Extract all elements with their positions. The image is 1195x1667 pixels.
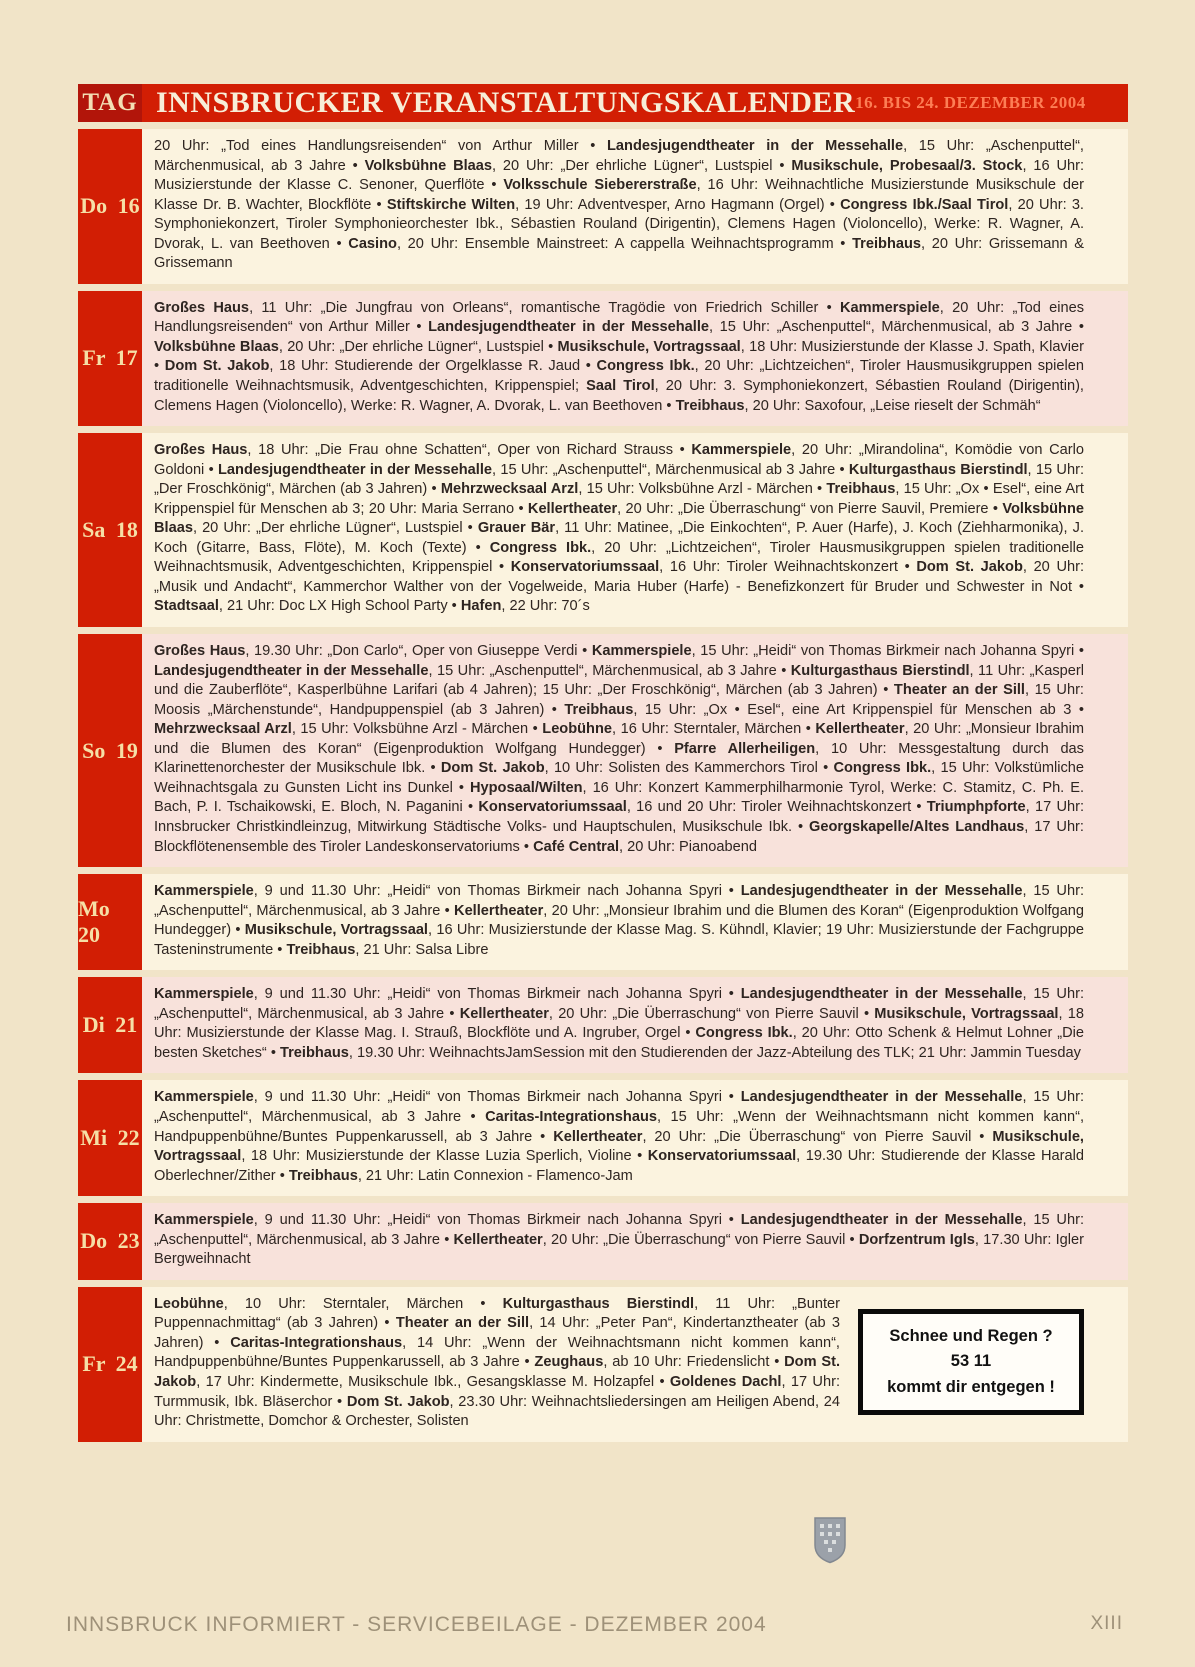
venue-name: Goldenes Dachl <box>669 1373 782 1390</box>
venue-name: Kammerspiele <box>691 442 792 459</box>
venue-name: Grauer Bär <box>477 520 556 537</box>
event-detail: , 18 Uhr: Musizierstunde der Klasse Luzia Sperlich, Violine • <box>241 1148 648 1165</box>
day-row-mi-22 <box>78 1080 1128 1196</box>
venue-name: Kammerspiele <box>154 883 254 900</box>
venue-name: Großes Haus <box>154 299 250 316</box>
venue-name: Kellertheater <box>815 721 905 738</box>
event-detail: , 17 Uhr: Blockflötenensemble des Tiroler Landeskonservatoriums • <box>154 818 1084 855</box>
day-label: So 19 <box>78 634 142 867</box>
venue-name: Stadtsaal <box>154 598 219 615</box>
event-detail: , 15 Uhr: Volkstümliche Weihnachtsgala zu Gunsten Licht ins Dunkel • <box>154 760 1084 796</box>
event-detail: , 18 Uhr: „Die Frau ohne Schatten“, Oper von Richard Strauss • <box>247 442 692 459</box>
event-detail: , 20 Uhr: Otto Schenk & Helmut Lohner „Die besten Sketches“ • <box>154 1025 1084 1061</box>
event-detail: , 20 Uhr: Pianoabend <box>619 838 757 855</box>
venue-name: Dom St. Jakob <box>916 559 1023 576</box>
venue-name: Congress Ibk./Saal Tirol <box>840 196 1009 213</box>
event-detail: , 11 Uhr: „Kasperl und die Zauberflöte“, Kasperlbühne Larifari (ab 4 Jahren); 15 Uhr: „Der Froschkönig“, Märchen (ab 3 Jahren) • <box>154 662 1084 699</box>
venue-name: Landesjugendtheater in der Messehalle <box>218 461 493 478</box>
footer-caption: INNSBRUCK INFORMIERT - SERVICEBEILAGE - DEZEMBER 2004 <box>66 1613 767 1636</box>
venue-name: Dom St. Jakob <box>154 1354 840 1390</box>
venue-name: Konservatoriumssaal <box>510 559 660 576</box>
event-detail: , 15 Uhr: „Aschenputtel“, Märchenmusical, ab 3 Jahre • <box>428 662 791 679</box>
event-detail: , 9 und 11.30 Uhr: „Heidi“ von Thomas Birkmeir nach Johanna Spyri • <box>253 986 741 1003</box>
venue-name: Musikschule, Vortragssaal <box>154 1128 1084 1165</box>
snow-info-line: kommt dir entgegen ! <box>887 1377 1055 1396</box>
venue-name: Musikschule, Vortragssaal <box>557 338 741 355</box>
snow-info-line: 53 11 <box>950 1352 992 1371</box>
event-detail: , 23.30 Uhr: Weihnachtsliedersingen am Heiligen Abend, 24 Uhr: Christmette, Domchor & Orchester, Solisten <box>154 1393 840 1430</box>
day-label: Di 21 <box>78 977 142 1073</box>
day-events-text <box>142 291 1128 426</box>
event-detail: , 20 Uhr: „Die Überraschung“ von Pierre Sauvil • <box>542 1231 859 1248</box>
day-row-do-16 <box>78 129 1128 284</box>
venue-name: Triumphpforte <box>926 799 1026 816</box>
day-row-di-21 <box>78 977 1128 1073</box>
event-detail: , 10 Uhr: Messgestaltung durch das Klarinettenorchester der Musikschule Ibk. • <box>154 740 1084 777</box>
event-detail: , 9 und 11.30 Uhr: „Heidi“ von Thomas Birkmeir nach Johanna Spyri • <box>253 1089 741 1106</box>
day-row-fr-24 <box>78 1287 1128 1442</box>
venue-name: Landesjugendtheater in der Messehalle <box>740 1089 1023 1106</box>
event-detail: , 19.30 Uhr: WeihnachtsJamSession mit den Studierenden der Jazz-Abteilung des TLK; 21 Uhr: Jammin Tuesday <box>348 1044 1081 1061</box>
venue-name: Hyposaal/Wilten <box>469 779 583 796</box>
event-detail: , 15 Uhr: „Aschenputtel“, Märchenmusical, ab 3 Jahre • <box>154 883 1085 919</box>
day-label: Fr 17 <box>78 291 142 426</box>
event-detail: , 15 Uhr: Volksbühne Arzl - Märchen • <box>578 481 827 498</box>
venue-name: Treibhaus <box>675 397 745 414</box>
event-detail: , 18 Uhr: Studierende der Orgelklasse R. Jaud • <box>269 358 597 375</box>
event-detail: 20 Uhr: „Tod eines Handlungsreisenden“ von Arthur Miller • <box>154 138 607 154</box>
venue-name: Zeughaus <box>534 1354 604 1371</box>
venue-name: Kellertheater <box>459 1005 549 1022</box>
venue-name: Leobühne <box>542 721 613 738</box>
event-detail: , 20 Uhr: „Musik und Andacht“, Kammerchor Walther von der Vogelweide, Maria Huber (Harfe) - Benefizkonzert für Bruder und Schwester in Not • <box>154 559 1085 595</box>
day-row-so-19 <box>78 634 1128 867</box>
day-label: Do 16 <box>78 129 142 284</box>
event-detail: , 20 Uhr: Grissemann & Grissemann <box>154 235 1084 272</box>
event-detail: , 15 Uhr: „Wenn der Weihnachtsmann nicht kommen kann“, Handpuppenbühne/Buntes Puppenkarussell, ab 3 Jahre • <box>154 1108 1084 1145</box>
event-detail: , 20 Uhr: Ensemble Mainstreet: A cappella Weihnachtsprogramm • <box>396 235 853 252</box>
day-label: Mo 20 <box>78 874 142 970</box>
day-events-text <box>142 129 1128 284</box>
event-detail: , 17 Uhr: Kindermette, Musikschule Ibk., Gesangsklasse M. Holzapfel • <box>196 1373 670 1390</box>
day-events-text <box>142 433 1128 627</box>
event-detail: , 15 Uhr: „Aschenputtel“, Märchenmusical ab 3 Jahre • <box>492 461 849 478</box>
event-detail: , 10 Uhr: Sterntaler, Märchen • <box>223 1295 503 1312</box>
venue-name: Dom St. Jakob <box>440 760 545 777</box>
event-detail: , 11 Uhr: Matinee, „Die Einkochten“, P. Auer (Harfe), J. Koch (Ziehharmonika), J. Koch (Gitarre, Bass, Flöte), M. Koch (Texte) • <box>154 520 1085 556</box>
venue-name: Volksbühne Blaas <box>154 338 279 355</box>
venue-name: Leobühne <box>154 1295 224 1312</box>
event-detail: , 20 Uhr: 3. Symphoniekonzert, Tiroler Symphonieorchester Ibk., Sébastien Rouland (Dirigentin), Clemens Hagen (Violoncello), Werke: R. Wagner, A. Dvorak, L. van Beethoven • <box>154 196 1084 252</box>
venue-name: Kammerspiele <box>840 299 940 316</box>
day-events-text <box>142 977 1128 1073</box>
snow-info-box <box>858 1309 1084 1416</box>
event-detail: , 20 Uhr: „Der ehrliche Lügner“, Lustspiel • <box>192 520 478 537</box>
event-detail: , 17.30 Uhr: Igler Bergweihnacht <box>154 1231 1084 1268</box>
event-detail: , 18 Uhr: Musizierstunde der Klasse J. Spath, Klavier • <box>154 338 1085 375</box>
event-detail: , 17 Uhr: Innsbrucker Christkindleinzug, Mitwirkung Städtische Volks- und Hauptschulen, Musikschule Ibk. • <box>154 799 1085 835</box>
event-detail: , 9 und 11.30 Uhr: „Heidi“ von Thomas Birkmeir nach Johanna Spyri • <box>253 1212 741 1229</box>
date-range: 16. BIS 24. DEZEMBER 2004 <box>855 93 1086 112</box>
venue-name: Kulturgasthaus Bierstindl <box>790 662 970 679</box>
venue-name: Landesjugendtheater in der Messehalle <box>740 986 1023 1003</box>
venue-name: Treibhaus <box>852 235 922 252</box>
venue-name: Kellertheater <box>527 500 618 517</box>
venue-name: Treibhaus <box>564 701 634 718</box>
venue-name: Treibhaus <box>286 941 356 958</box>
day-label: Mi 22 <box>78 1080 142 1196</box>
event-detail: , ab 10 Uhr: Friedenslicht • <box>603 1354 785 1371</box>
venue-name: Volksbühne Blaas <box>364 157 493 174</box>
event-detail: , 14 Uhr: „Peter Pan“, Kindertanztheater (ab 3 Jahren) • <box>154 1315 840 1351</box>
day-row-fr-17 <box>78 291 1128 426</box>
venue-name: Landesjugendtheater in der Messehalle <box>154 662 429 679</box>
venue-name: Konservatoriumssaal <box>478 799 627 816</box>
venue-name: Kulturgasthaus Bierstindl <box>848 461 1028 478</box>
page-title: INNSBRUCKER VERANSTALTUNGSKALENDER <box>156 86 856 119</box>
event-detail: , 15 Uhr: „Aschenputtel“, Märchenmusical, ab 3 Jahre • <box>154 138 1084 174</box>
event-detail: , 20 Uhr: „Lichtzeichen“, Tiroler Hausmusikgruppen spielen traditionelle Weihnachtsmusik, Adventgeschichten, Krippenspiel; <box>154 358 1084 395</box>
event-detail: , 19 Uhr: Adventvesper, Arno Hagmann (Orgel) • <box>515 196 841 213</box>
event-detail: , 18 Uhr: Musizierstunde der Klasse Mag. I. Strauß, Blockflöte und A. Ingruber, Orgel • <box>154 1005 1084 1042</box>
venue-name: Theater an der Sill <box>893 682 1025 699</box>
event-detail: , 20 Uhr: „Lichtzeichen“, Tiroler Hausmusikgruppen spielen traditionelle Weihnachtsmusik, Adventgeschichten, Krippenspiel • <box>154 539 1084 576</box>
venue-name: Hafen <box>460 598 502 615</box>
event-detail: , 21 Uhr: Latin Connexion - Flamenco-Jam <box>357 1167 633 1184</box>
innsbruck-coat-of-arms-icon <box>812 1516 848 1564</box>
venue-name: Großes Haus <box>154 442 248 459</box>
calendar-rows <box>78 129 1128 1442</box>
event-detail: , 10 Uhr: Solisten des Kammerchors Tirol • <box>544 760 834 777</box>
day-events-text <box>142 1080 1128 1196</box>
venue-name: Treibhaus <box>279 1044 349 1061</box>
venue-name: Konservatoriumssaal <box>647 1148 797 1165</box>
event-detail: , 20 Uhr: „Die Überraschung“ von Pierre Sauvil • <box>642 1128 993 1145</box>
venue-name: Landesjugendtheater in der Messehalle <box>428 319 710 336</box>
venue-name: Großes Haus <box>154 643 246 660</box>
venue-name: Landesjugendtheater in der Messehalle <box>740 1212 1023 1229</box>
venue-name: Mehrzwecksaal Arzl <box>440 481 579 498</box>
venue-name: Volksschule Siebererstraße <box>503 177 697 194</box>
event-detail: , 20 Uhr: „Die Überraschung“ von Pierre Sauvil, Premiere • <box>617 500 1003 517</box>
day-events-text <box>142 634 1128 867</box>
calendar-header <box>78 84 1128 122</box>
day-row-sa-18 <box>78 433 1128 627</box>
event-detail: , 16 Uhr: Weihnachtliche Musizierstunde Musikschule der Klasse Dr. B. Wachter, Blockflöte • <box>154 177 1084 213</box>
event-detail: , 20 Uhr: „Der ehrliche Lügner“, Lustspiel • <box>278 338 558 355</box>
event-detail: , 15 Uhr: „Aschenputtel“, Märchenmusical, ab 3 Jahre • <box>709 319 1084 336</box>
event-detail: , 15 Uhr: „Ox • Esel“, eine Art Krippenspiel für Menschen ab 3; 20 Uhr: Maria Serrano • <box>154 481 1084 517</box>
event-detail: , 15 Uhr: „Aschenputtel“, Märchenmusical, ab 3 Jahre • <box>154 986 1085 1022</box>
day-row-do-23 <box>78 1203 1128 1280</box>
event-detail: , 20 Uhr: 3. Symphoniekonzert, Sébastien Rouland (Dirigentin), Clemens Hagen (Violoncello), Werke: R. Wagner, A. Dvorak, L. van Beethoven • <box>154 378 1084 414</box>
venue-name: Theater an der Sill <box>395 1315 530 1332</box>
event-detail: , 15 Uhr: „Aschenputtel“, Märchenmusical, ab 3 Jahre • <box>154 1212 1085 1248</box>
event-detail: , 15 Uhr: „Heidi“ von Thomas Birkmeir nach Johanna Spyri • <box>691 643 1084 660</box>
event-detail: , 16 Uhr: Konzert Kammerphilharmonie Tyrol, Werke: C. Stamitz, C. Ph. E. Bach, P. I. Tschaikowski, E. Bloch, N. Paganini • <box>154 779 1084 816</box>
event-detail: , 21 Uhr: Salsa Libre <box>355 941 489 958</box>
venue-name: Kulturgasthaus Bierstindl <box>502 1295 695 1312</box>
event-detail: , 16 Uhr: Musizierstunde der Klasse C. Senoner, Querflöte • <box>154 157 1085 194</box>
event-detail: , 15 Uhr: „Ox • Esel“, eine Art Krippenspiel für Menschen ab 3 • <box>633 701 1084 718</box>
event-detail: , 11 Uhr: „Die Jungfrau von Orleans“, romantische Tragödie von Friedrich Schiller • <box>249 299 840 316</box>
event-detail: , 19.30 Uhr: „Don Carlo“, Oper von Giuseppe Verdi • <box>245 643 592 660</box>
venue-name: Congress Ibk. <box>833 760 932 777</box>
event-detail: , 17 Uhr: Turmmusik, Ibk. Bläserchor • <box>154 1373 841 1410</box>
day-row-mo-20 <box>78 874 1128 970</box>
venue-name: Casino <box>348 235 397 252</box>
event-detail: , 21 Uhr: Doc LX High School Party • <box>218 598 461 615</box>
day-label: Fr 24 <box>78 1287 142 1442</box>
event-detail: , 9 und 11.30 Uhr: „Heidi“ von Thomas Birkmeir nach Johanna Spyri • <box>253 883 741 900</box>
event-detail: , 20 Uhr: „Die Überraschung“ von Pierre Sauvil • <box>548 1005 875 1022</box>
venue-name: Café Central <box>533 838 620 855</box>
event-detail: , 16 und 20 Uhr: Tiroler Weihnachtskonzert • <box>626 799 927 816</box>
venue-name: Landesjugendtheater in der Messehalle <box>740 883 1023 900</box>
venue-name: Treibhaus <box>826 481 896 498</box>
venue-name: Stiftskirche Wilten <box>386 196 516 213</box>
event-detail: , 19.30 Uhr: Studierende der Klasse Harald Oberlechner/Zither • <box>154 1148 1084 1184</box>
event-detail: , 20 Uhr: „Mirandolina“, Komödie von Carlo Goldoni • <box>154 442 1084 478</box>
day-events-text <box>142 874 1128 970</box>
event-detail: , 20 Uhr: „Monsieur Ibrahim und die Blumen des Koran“ (Eigenproduktion Wolfgang Hundegger) • <box>154 902 1084 939</box>
event-detail: , 16 Uhr: Musizierstunde der Klasse Mag. S. Kühndl, Klavier; 19 Uhr: Musizierstunde der Fachgruppe Tasteninstrumente • <box>154 922 1085 958</box>
venue-name: Caritas-Integrationshaus <box>485 1108 657 1125</box>
venue-name: Saal Tirol <box>586 378 655 395</box>
venue-name: Treibhaus <box>288 1167 358 1184</box>
venue-name: Congress Ibk. <box>596 358 695 375</box>
venue-name: Dorfzentrum Igls <box>858 1231 975 1248</box>
venue-name: Musikschule, Probesaal/3. Stock <box>791 157 1023 174</box>
event-detail: , 14 Uhr: „Wenn der Weihnachtsmann nicht kommen kann“, Handpuppenbühne/Buntes Puppenkarussell, ab 3 Jahre • <box>154 1334 840 1371</box>
venue-name: Pfarre Allerheiligen <box>674 740 816 757</box>
venue-name: Musikschule, Vortragssaal <box>244 922 428 939</box>
venue-name: Kellertheater <box>454 902 544 919</box>
venue-name: Congress Ibk. <box>489 539 592 556</box>
tag-label: TAG <box>78 84 142 122</box>
venue-name: Volksbühne Blaas <box>154 500 1084 537</box>
calendar-sheet <box>78 84 1128 1449</box>
event-detail: , 20 Uhr: „Der ehrliche Lügner“, Lustspiel • <box>492 157 792 174</box>
venue-name: Musikschule, Vortragssaal <box>874 1005 1059 1022</box>
event-detail: , 20 Uhr: Saxofour, „Leise rieselt der Schmäh“ <box>744 397 1041 414</box>
day-label: Do 23 <box>78 1203 142 1280</box>
venue-name: Dom St. Jakob <box>346 1393 450 1410</box>
venue-name: Dom St. Jakob <box>164 358 270 375</box>
venue-name: Kammerspiele <box>154 986 254 1003</box>
event-detail: , 20 Uhr: „Monsieur Ibrahim und die Blumen des Koran“ (Eigenproduktion Wolfgang Hundegger) • <box>154 721 1084 757</box>
day-events-text <box>142 1203 1128 1280</box>
venue-name: Landesjugendtheater in der Messehalle <box>607 138 904 154</box>
snow-info-line: Schnee und Regen ? <box>889 1326 1053 1345</box>
event-detail: , 16 Uhr: Sterntaler, Märchen • <box>612 721 816 738</box>
day-events-text <box>142 1287 1128 1442</box>
event-detail: , 15 Uhr: „Aschenputtel“, Märchenmusical, ab 3 Jahre • <box>154 1089 1085 1125</box>
venue-name: Kellertheater <box>453 1231 543 1248</box>
venue-name: Congress Ibk. <box>695 1025 793 1042</box>
page-number: XIII <box>1090 1613 1123 1634</box>
venue-name: Georgskapelle/Altes Landhaus <box>809 818 1025 835</box>
venue-name: Kellertheater <box>553 1128 643 1145</box>
event-detail: , 15 Uhr: Volksbühne Arzl - Märchen • <box>291 721 543 738</box>
event-detail: , 20 Uhr: „Tod eines Handlungsreisenden“ von Arthur Miller • <box>154 299 1084 336</box>
venue-name: Kammerspiele <box>591 643 692 660</box>
venue-name: Kammerspiele <box>154 1212 254 1229</box>
venue-name: Kammerspiele <box>154 1089 254 1106</box>
venue-name: Caritas-Integrationshaus <box>230 1334 403 1351</box>
event-detail: , 22 Uhr: 70´s <box>501 598 590 615</box>
event-detail: , 11 Uhr: „Bunter Puppennachmittag“ (ab 3 Jahren) • <box>154 1295 841 1332</box>
day-label: Sa 18 <box>78 433 142 627</box>
event-detail: , 15 Uhr: Moosis „Märchenstunde“, Handpuppenspiel (ab 3 Jahren) • <box>154 682 1084 718</box>
event-detail: , 16 Uhr: Tiroler Weihnachtskonzert • <box>659 559 917 576</box>
venue-name: Mehrzwecksaal Arzl <box>154 721 292 738</box>
event-detail: , 15 Uhr: „Der Froschkönig“, Märchen (ab 3 Jahren) • <box>154 461 1084 498</box>
